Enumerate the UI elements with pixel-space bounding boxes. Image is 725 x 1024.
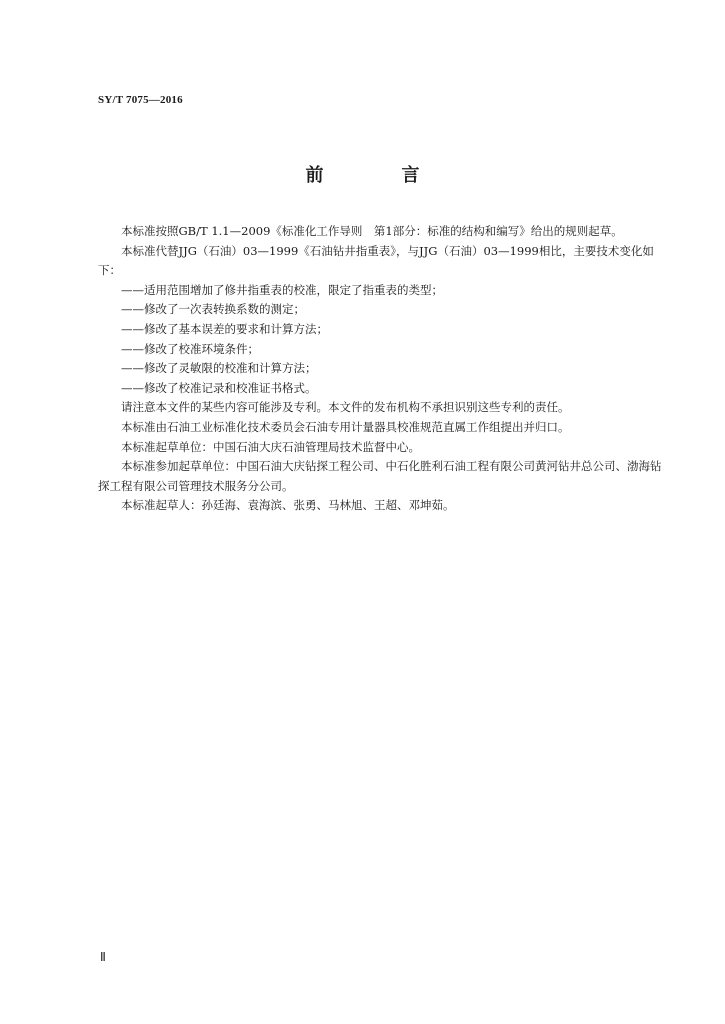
change-item: ——适用范围增加了修井指重表的校准，限定了指重表的类型； bbox=[121, 282, 443, 297]
paragraph-drafting-unit: 本标准起草单位：中国石油大庆石油管理局技术监督中心。 bbox=[121, 439, 420, 454]
change-item: ——修改了校准环境条件； bbox=[121, 341, 259, 356]
change-item: ——修改了基本误差的要求和计算方法； bbox=[121, 321, 328, 336]
page-number: Ⅱ bbox=[100, 950, 106, 964]
paragraph-drafters: 本标准起草人：孙廷海、袁海滨、张勇、马林旭、王超、邓坤茹。 bbox=[121, 498, 455, 513]
paragraph-replacement: 本标准代替JJG（石油）03—1999《石油钻井指重表》，与JJG（石油）03—1999相比，主要技术变化如下： bbox=[98, 243, 654, 278]
standard-code: SY/T 7075—2016 bbox=[98, 94, 183, 106]
paragraph-proposer: 本标准由石油工业标准化技术委员会石油专用计量器具校准规范直属工作组提出并归口。 bbox=[121, 419, 570, 434]
change-item: ——修改了一次表转换系数的测定； bbox=[121, 302, 305, 317]
paragraph-patent-notice: 请注意本文件的某些内容可能涉及专利。本文件的发布机构不承担识别这些专利的责任。 bbox=[121, 400, 570, 415]
change-item: ——修改了校准记录和校准证书格式。 bbox=[121, 380, 317, 395]
foreword-body bbox=[98, 222, 666, 516]
paragraph-participating-units: 本标准参加起草单位：中国石油大庆钻探工程公司、中石化胜利石油工程有限公司黄河钻井总公司、渤海钻探工程有限公司管理技术服务分公司。 bbox=[98, 459, 662, 493]
paragraph-drafting-rules: 本标准按照GB/T 1.1—2009《标准化工作导则 第1部分：标准的结构和编写》给出的规则起草。 bbox=[121, 224, 623, 238]
page-title: 前 言 bbox=[305, 165, 450, 186]
change-item: ——修改了灵敏限的校准和计算方法； bbox=[121, 361, 317, 376]
